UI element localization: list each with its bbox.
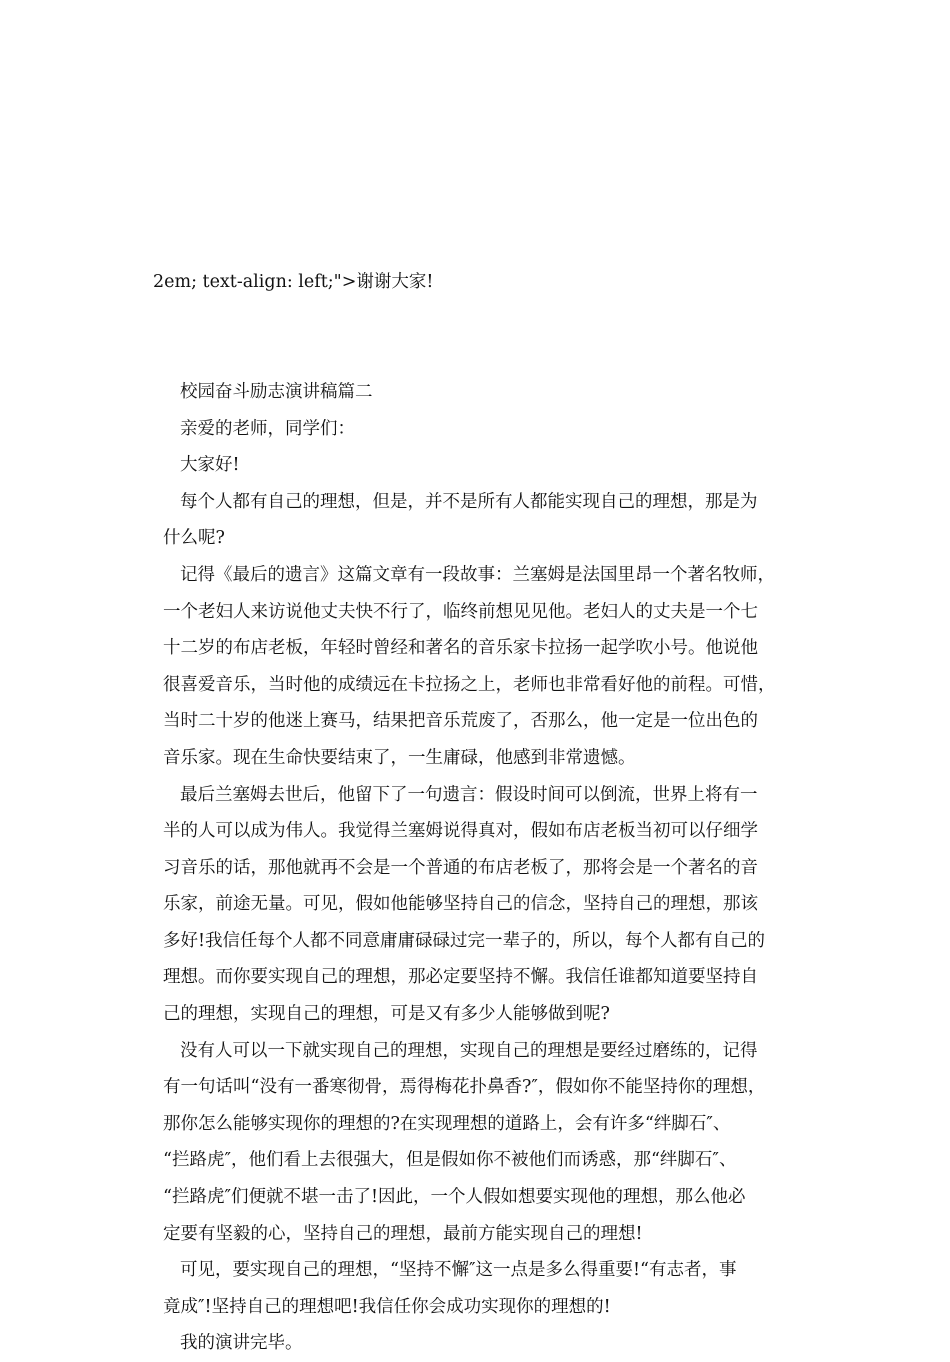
- text-line: 己的理想，实现自己的理想，可是又有多少人能够做到呢?: [163, 1004, 610, 1025]
- paragraph: [146, 447, 806, 484]
- text-line: 竟成″!坚持自己的理想吧!我信任你会成功实现你的理想的!: [163, 1296, 611, 1317]
- paragraph: [146, 1033, 806, 1253]
- text-line: 一个老妇人来访说他丈夫快不行了，临终前想见见他。老妇人的丈夫是一个七: [163, 601, 758, 622]
- text-line: 当时二十岁的他迷上赛马，结果把音乐荒废了，否那么，他一定是一位出色的: [163, 711, 758, 732]
- first-line: [146, 191, 806, 374]
- text-line: 2em; text-align: left;">谢谢大家!: [153, 272, 434, 293]
- text-line: 每个人都有自己的理想，但是，并不是所有人都能实现自己的理想，那是为: [180, 491, 758, 512]
- text-line: 多好!我信任每个人都不同意庸庸碌碌过完一辈子的，所以，每个人都有自己的: [163, 930, 766, 951]
- text-line: 理想。而你要实现自己的理想，那必定要坚持不懈。我信任谁都知道要坚持自: [163, 967, 758, 988]
- text-line: 没有人可以一下就实现自己的理想，实现自己的理想是要经过磨练的，记得: [180, 1040, 758, 1061]
- text-line: 乐家，前途无量。可见，假如他能够坚持自己的信念，坚持自己的理想，那该: [163, 894, 758, 915]
- text-line: 习音乐的话，那他就再不会是一个普通的布店老板了，那将会是一个著名的音: [163, 857, 758, 878]
- text-line: 有一句话叫“没有一番寒彻骨，焉得梅花扑鼻香?″，假如你不能坚持你的理想，: [163, 1077, 766, 1098]
- text-line: “拦路虎″，他们看上去很强大，但是假如你不被他们而诱惑，那“绊脚石″、: [163, 1150, 737, 1171]
- text-line: 音乐家。现在生命快要结束了，一生庸碌，他感到非常遗憾。: [163, 747, 636, 768]
- text-line: 半的人可以成为伟人。我觉得兰塞姆说得真对，假如布店老板当初可以仔细学: [163, 821, 758, 842]
- paragraph: [146, 557, 806, 777]
- text-line: 可见，要实现自己的理想，“坚持不懈″这一点是多么得重要!“有志者，事: [180, 1260, 737, 1281]
- paragraph: [146, 484, 806, 557]
- paragraph-list: [146, 374, 806, 1362]
- text-line: 十二岁的布店老板，年轻时曾经和著名的音乐家卡拉扬一起学吹小号。他说他: [163, 638, 758, 659]
- text-line: 最后兰塞姆去世后，他留下了一句遗言：假设时间可以倒流，世界上将有一: [180, 784, 758, 805]
- paragraph: [146, 777, 806, 1033]
- paragraph: [146, 411, 806, 448]
- text-line: 我的演讲完毕。: [180, 1333, 303, 1354]
- document-body: [146, 191, 806, 1362]
- text-line: “拦路虎″们便就不堪一击了!因此，一个人假如想要实现他的理想，那么他必: [163, 1187, 746, 1208]
- text-line: 记得《最后的遗言》这篇文章有一段故事：兰塞姆是法国里昂一个著名牧师，: [180, 564, 775, 585]
- text-line: 大家好!: [180, 455, 240, 476]
- text-line: 定要有坚毅的心，坚持自己的理想，最前方能实现自己的理想!: [163, 1223, 643, 1244]
- text-line: 亲爱的老师，同学们：: [180, 418, 355, 439]
- text-line: 校园奋斗励志演讲稿篇二: [180, 381, 373, 402]
- text-line: 那你怎么能够实现你的理想的?在实现理想的道路上，会有许多“绊脚石″、: [163, 1113, 731, 1134]
- paragraph: [146, 374, 806, 411]
- paragraph: [146, 1252, 806, 1325]
- text-line: 什么呢?: [163, 528, 225, 549]
- text-line: 很喜爱音乐，当时他的成绩远在卡拉扬之上，老师也非常看好他的前程。可惜，: [163, 674, 776, 695]
